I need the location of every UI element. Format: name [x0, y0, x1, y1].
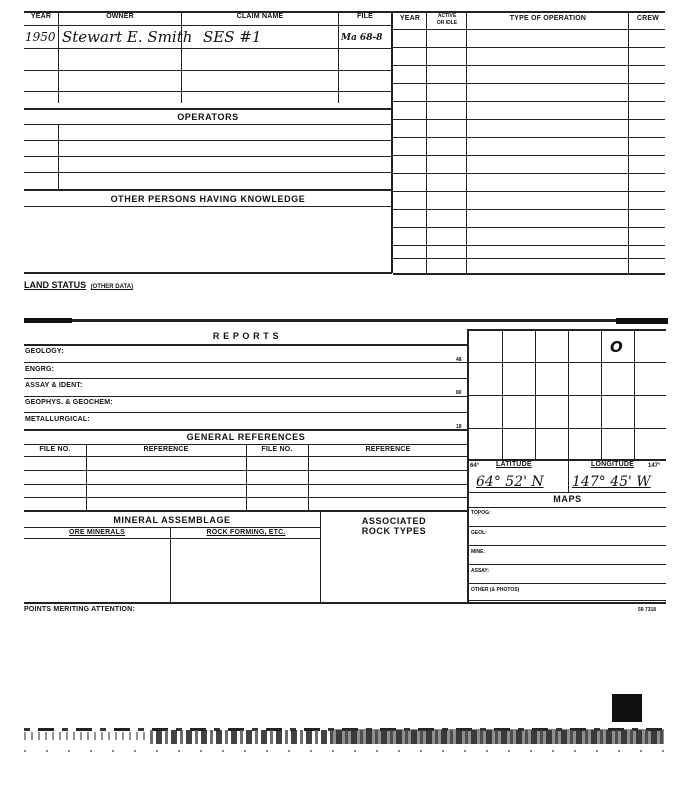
reports-row-geology: GEOLOGY: [25, 348, 64, 355]
reports-num-metallurgical: 18 [456, 424, 462, 430]
row1-year: 1950 [25, 30, 56, 44]
col-owner-header: OWNER [106, 13, 134, 20]
form-number: 59 7318 [638, 607, 657, 613]
general-references-heading: GENERAL REFERENCES [186, 432, 306, 442]
row1-owner: Stewart E. Smith [62, 28, 193, 46]
reports-row-metallurgical: METALLURGICAL: [25, 416, 90, 423]
maps-row-geol: GEOL: [471, 530, 487, 536]
gr-col-file2: FILE NO. [261, 446, 293, 453]
gr-col-file1: FILE NO. [39, 446, 71, 453]
reports-row-assay: ASSAY & IDENT: [25, 382, 83, 389]
ops-col-active-2: OR IDLE [436, 20, 458, 26]
reports-heading: R E P O R T S [212, 331, 280, 341]
points-meriting-attention: POINTS MERITING ATTENTION: [24, 606, 135, 613]
gr-col-ref2: REFERENCE [365, 446, 411, 453]
row1-claim: SES #1 [203, 28, 262, 46]
ops-col-type: TYPE OF OPERATION [509, 15, 587, 22]
col-rock-forming: ROCK FORMING, ETC. [206, 529, 286, 536]
longitude-value: 147° 45' W [572, 474, 651, 490]
maps-row-mine: MINE: [471, 549, 486, 555]
mineral-assemblage-heading: MINERAL ASSEMBLAGE [113, 515, 231, 525]
long-suffix: 147° [648, 463, 661, 469]
maps-row-topog: TOPOG: [471, 510, 491, 516]
associated-rock-types-2: ROCK TYPES [361, 526, 427, 536]
land-status-title: LAND STATUS [24, 280, 87, 290]
land-status-label [24, 275, 133, 293]
latitude-label: LATITUDE [496, 461, 532, 468]
land-status-sub: (OTHER DATA) [90, 284, 134, 290]
other-persons-heading: OTHER PERSONS HAVING KNOWLEDGE [110, 194, 306, 204]
col-file-header: FILE [357, 13, 373, 20]
gr-col-ref1: REFERENCE [143, 446, 189, 453]
ops-col-crew: CREW [636, 15, 660, 22]
ops-col-active-1: ACTIVE [437, 13, 457, 19]
row1-file: Ma 68-8 [341, 33, 383, 43]
col-ore-minerals: ORE MINERALS [68, 529, 126, 536]
col-claim-name-header: CLAIM NAME [236, 13, 284, 20]
ops-col-year: YEAR [399, 15, 421, 22]
associated-rock-types-1: ASSOCIATED [361, 516, 427, 526]
reports-row-engrg: ENGRG: [25, 366, 55, 373]
maps-row-other: OTHER (& PHOTOS) [471, 587, 520, 593]
maps-row-assay: ASSAY: [471, 568, 490, 574]
reports-row-geophys: GEOPHYS. & GEOCHEM: [25, 399, 113, 406]
longitude-label: LONGITUDE [591, 461, 635, 468]
operators-heading: OPERATORS [177, 112, 239, 122]
col-year-header: YEAR [30, 13, 52, 20]
reports-num-geology: 48 [456, 357, 462, 363]
grid-mark: O [610, 338, 623, 356]
latitude-value: 64° 52' N [476, 474, 544, 490]
maps-heading: MAPS [553, 494, 582, 504]
lat-prefix: 64° [470, 463, 480, 469]
reports-num-assay: 80 [456, 390, 462, 396]
